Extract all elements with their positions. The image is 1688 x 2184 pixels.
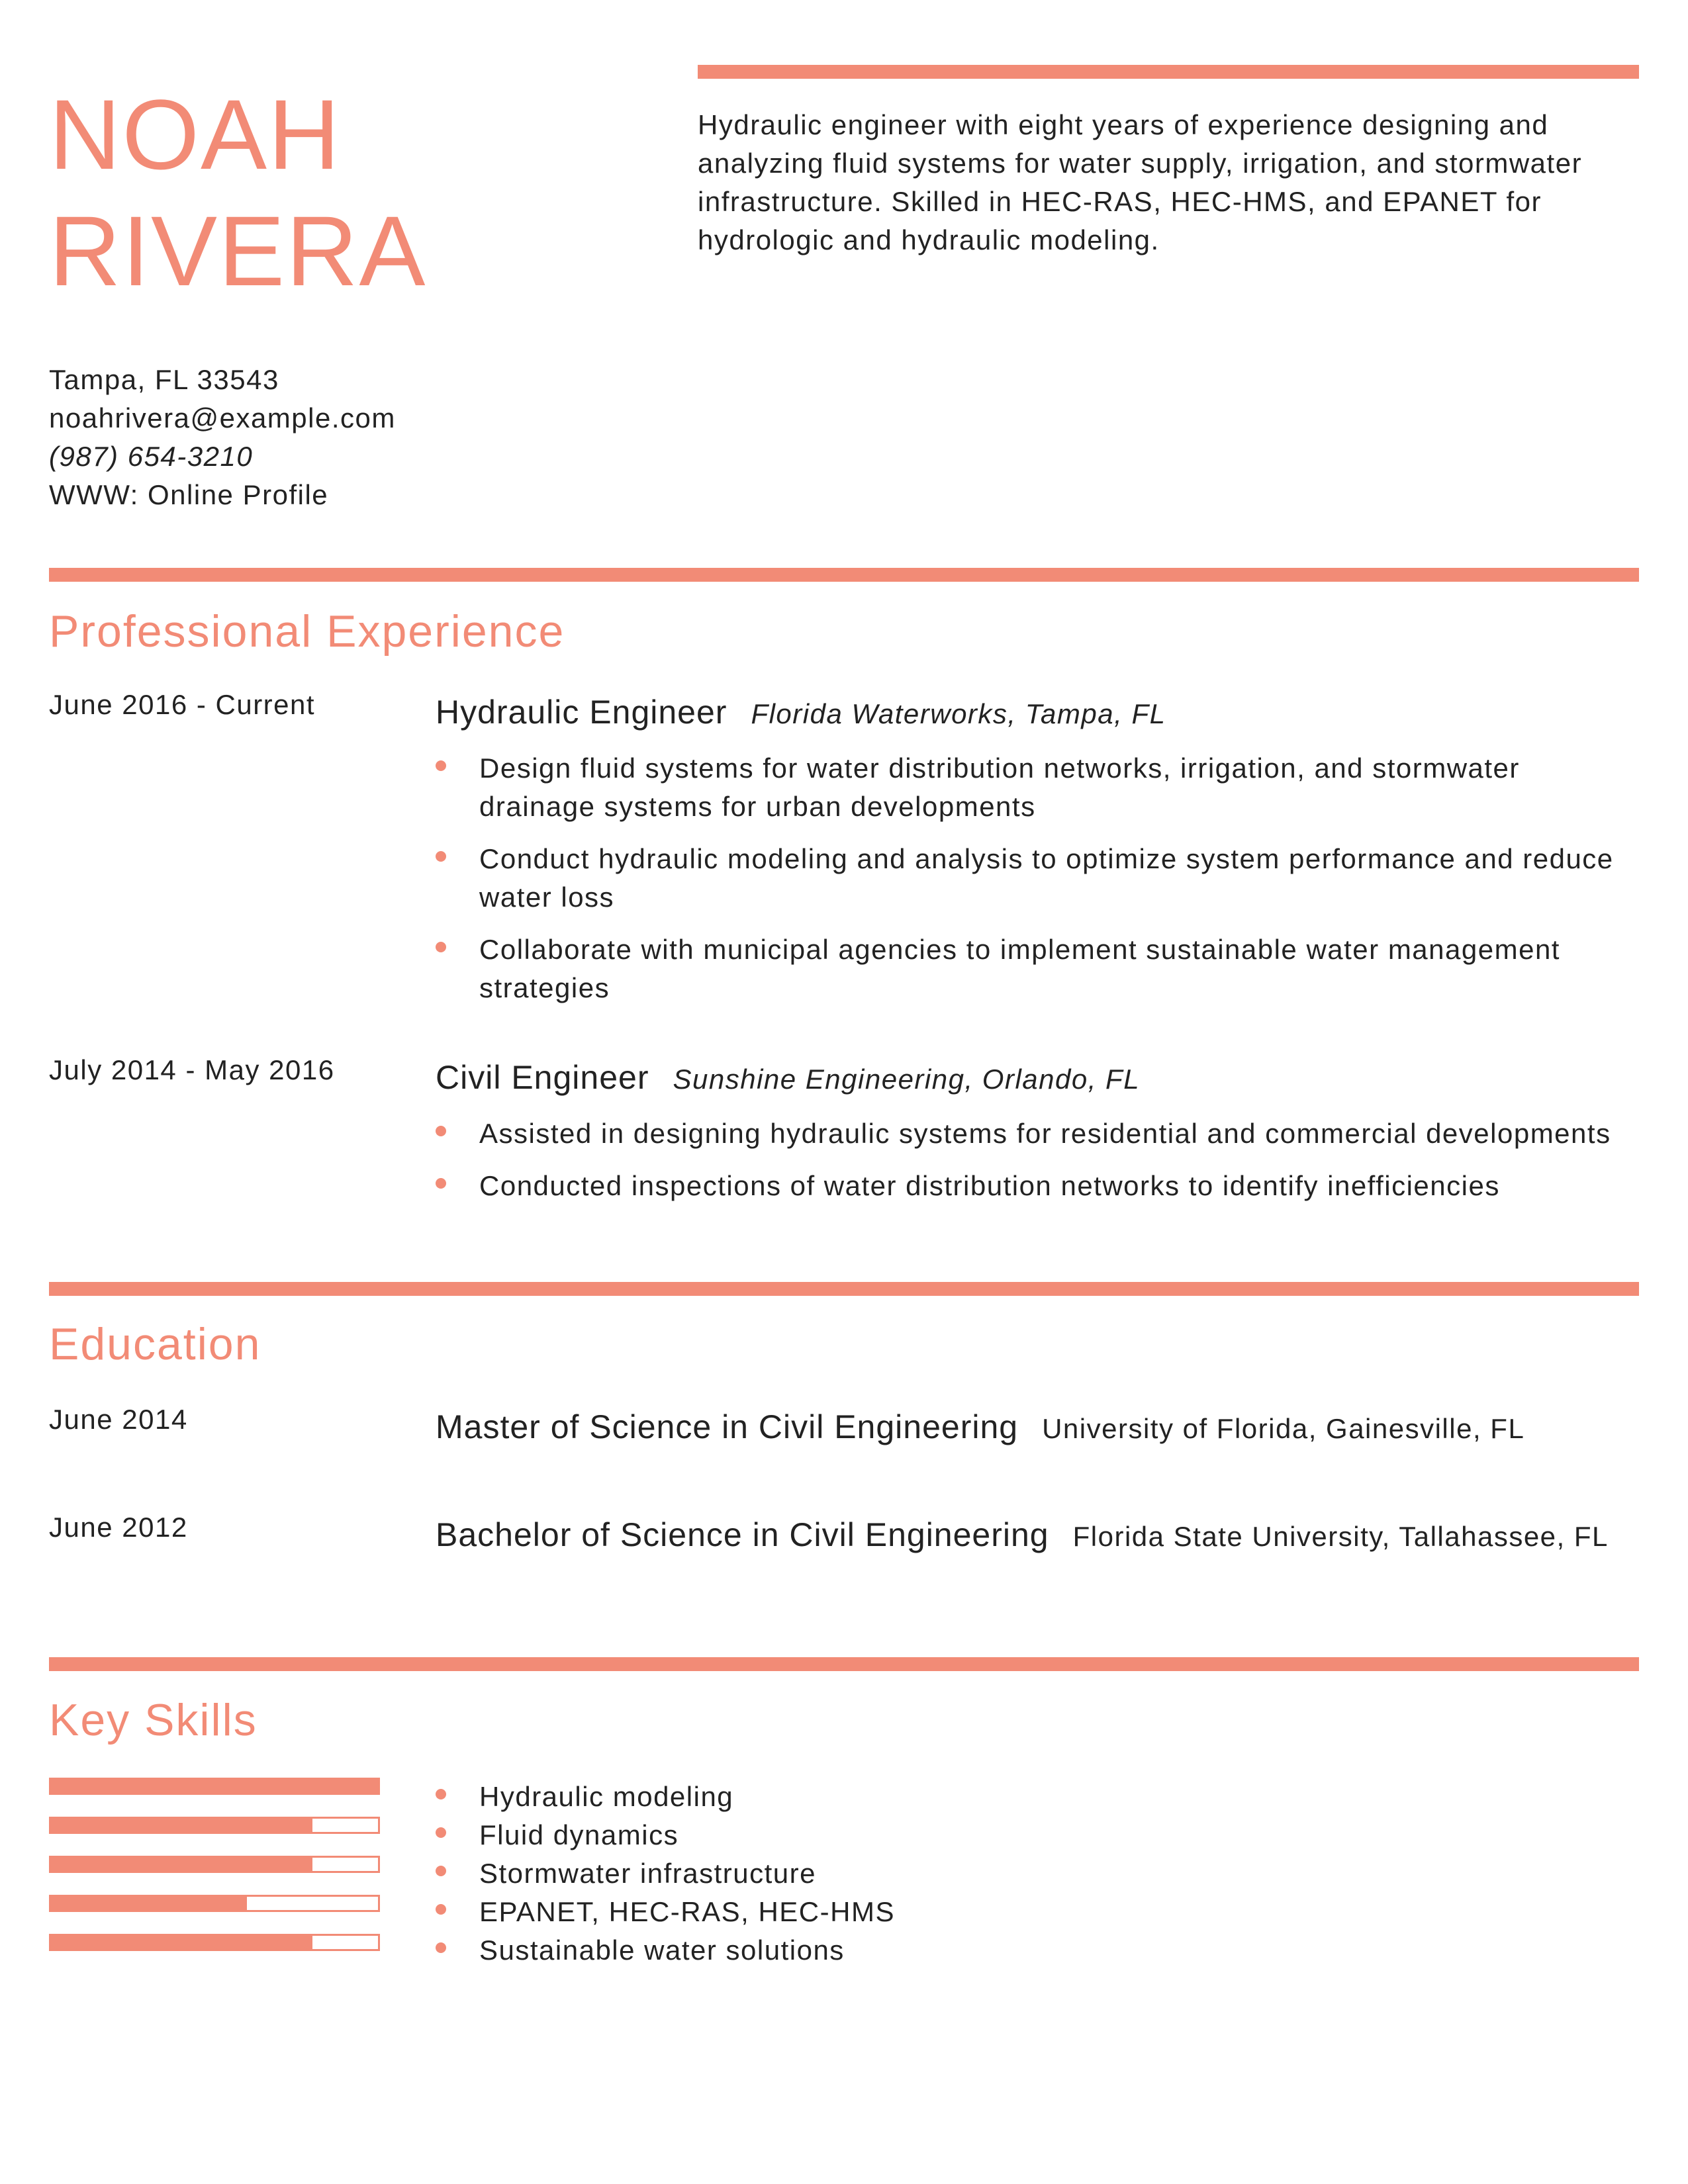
bullet-dot-icon xyxy=(436,1178,446,1189)
bullet-dot-icon xyxy=(436,1789,446,1799)
skill-level-fill xyxy=(51,1936,312,1949)
summary: Hydraulic engineer with eight years of experience designing and analyzing fluid systems for water supply, irrigation, and stormwater infrastructure. Skilled in HEC-RAS, HEC-HMS, and EPANET for hydrologic and hydraulic modeling. xyxy=(698,109,1583,255)
bullet-dot-icon xyxy=(436,851,446,862)
list-item: Assisted in designing hydraulic systems for residential and commercial developments xyxy=(436,1115,1627,1153)
job-org: Sunshine Engineering, Orlando, FL xyxy=(673,1064,1141,1095)
job-dates: June 2016 - Current xyxy=(49,689,316,720)
experience-title: Professional Experience xyxy=(49,606,565,657)
section-divider xyxy=(49,568,1639,582)
list-item: Conduct hydraulic modeling and analysis to optimize system performance and reduce water loss xyxy=(436,840,1627,917)
phone[interactable]: (987) 654-3210 xyxy=(49,441,254,472)
bullet-dot-icon xyxy=(436,1904,446,1915)
skill-level-bar xyxy=(49,1934,380,1951)
job-role: Civil Engineer xyxy=(436,1059,649,1096)
location: Tampa, FL 33543 xyxy=(49,364,279,395)
bullet-dot-icon xyxy=(436,942,446,952)
skill-level-bar xyxy=(49,1778,380,1795)
list-item: Design fluid systems for water distribution networks, irrigation, and stormwater drainage systems for urban developments xyxy=(436,749,1627,826)
contact-info xyxy=(49,361,396,514)
school: Florida State University, Tallahassee, FL xyxy=(1072,1521,1609,1552)
section-divider xyxy=(49,1657,1639,1671)
skill-level-fill xyxy=(51,1897,247,1910)
degree: Master of Science in Civil Engineering xyxy=(436,1408,1019,1445)
skill-level-fill xyxy=(51,1780,378,1793)
education-title: Education xyxy=(49,1319,261,1369)
job-bullets xyxy=(436,749,1627,1021)
degree: Bachelor of Science in Civil Engineering xyxy=(436,1516,1049,1553)
website-link[interactable]: WWW: Online Profile xyxy=(49,479,329,510)
section-divider xyxy=(49,1282,1639,1296)
skills-list xyxy=(436,1778,1627,1970)
skill-level-fill xyxy=(51,1819,312,1832)
skills-title: Key Skills xyxy=(49,1695,258,1745)
list-item: Conducted inspections of water distribution networks to identify inefficiencies xyxy=(436,1167,1627,1205)
school: University of Florida, Gainesville, FL xyxy=(1042,1413,1525,1444)
bullet-dot-icon xyxy=(436,1126,446,1136)
education-date: June 2014 xyxy=(49,1404,188,1435)
bullet-dot-icon xyxy=(436,1827,446,1838)
first-name: NOAH xyxy=(49,79,342,190)
list-item: EPANET, HEC-RAS, HEC-HMS xyxy=(436,1893,1627,1931)
job-org: Florida Waterworks, Tampa, FL xyxy=(751,698,1166,729)
education-entry xyxy=(436,1403,1640,1453)
skill-level-bar xyxy=(49,1856,380,1873)
job-header xyxy=(436,1054,1640,1103)
email[interactable]: noahrivera@example.com xyxy=(49,402,396,433)
list-item: Sustainable water solutions xyxy=(436,1931,1627,1970)
top-accent-bar xyxy=(698,65,1639,79)
education-date: June 2012 xyxy=(49,1512,188,1543)
list-item: Fluid dynamics xyxy=(436,1816,1627,1854)
last-name: RIVERA xyxy=(49,195,427,306)
job-role: Hydraulic Engineer xyxy=(436,694,727,731)
skill-level-fill xyxy=(51,1858,312,1871)
bullet-dot-icon xyxy=(436,1866,446,1876)
list-item: Collaborate with municipal agencies to implement sustainable water management strategies xyxy=(436,931,1627,1007)
skill-level-bar xyxy=(49,1817,380,1834)
skill-level-bar xyxy=(49,1895,380,1912)
bullet-dot-icon xyxy=(436,760,446,771)
job-dates: July 2014 - May 2016 xyxy=(49,1054,335,1085)
job-bullets xyxy=(436,1115,1627,1219)
job-header xyxy=(436,688,1640,738)
bullet-dot-icon xyxy=(436,1942,446,1953)
list-item: Hydraulic modeling xyxy=(436,1778,1627,1816)
education-entry xyxy=(436,1511,1640,1561)
list-item: Stormwater infrastructure xyxy=(436,1854,1627,1893)
